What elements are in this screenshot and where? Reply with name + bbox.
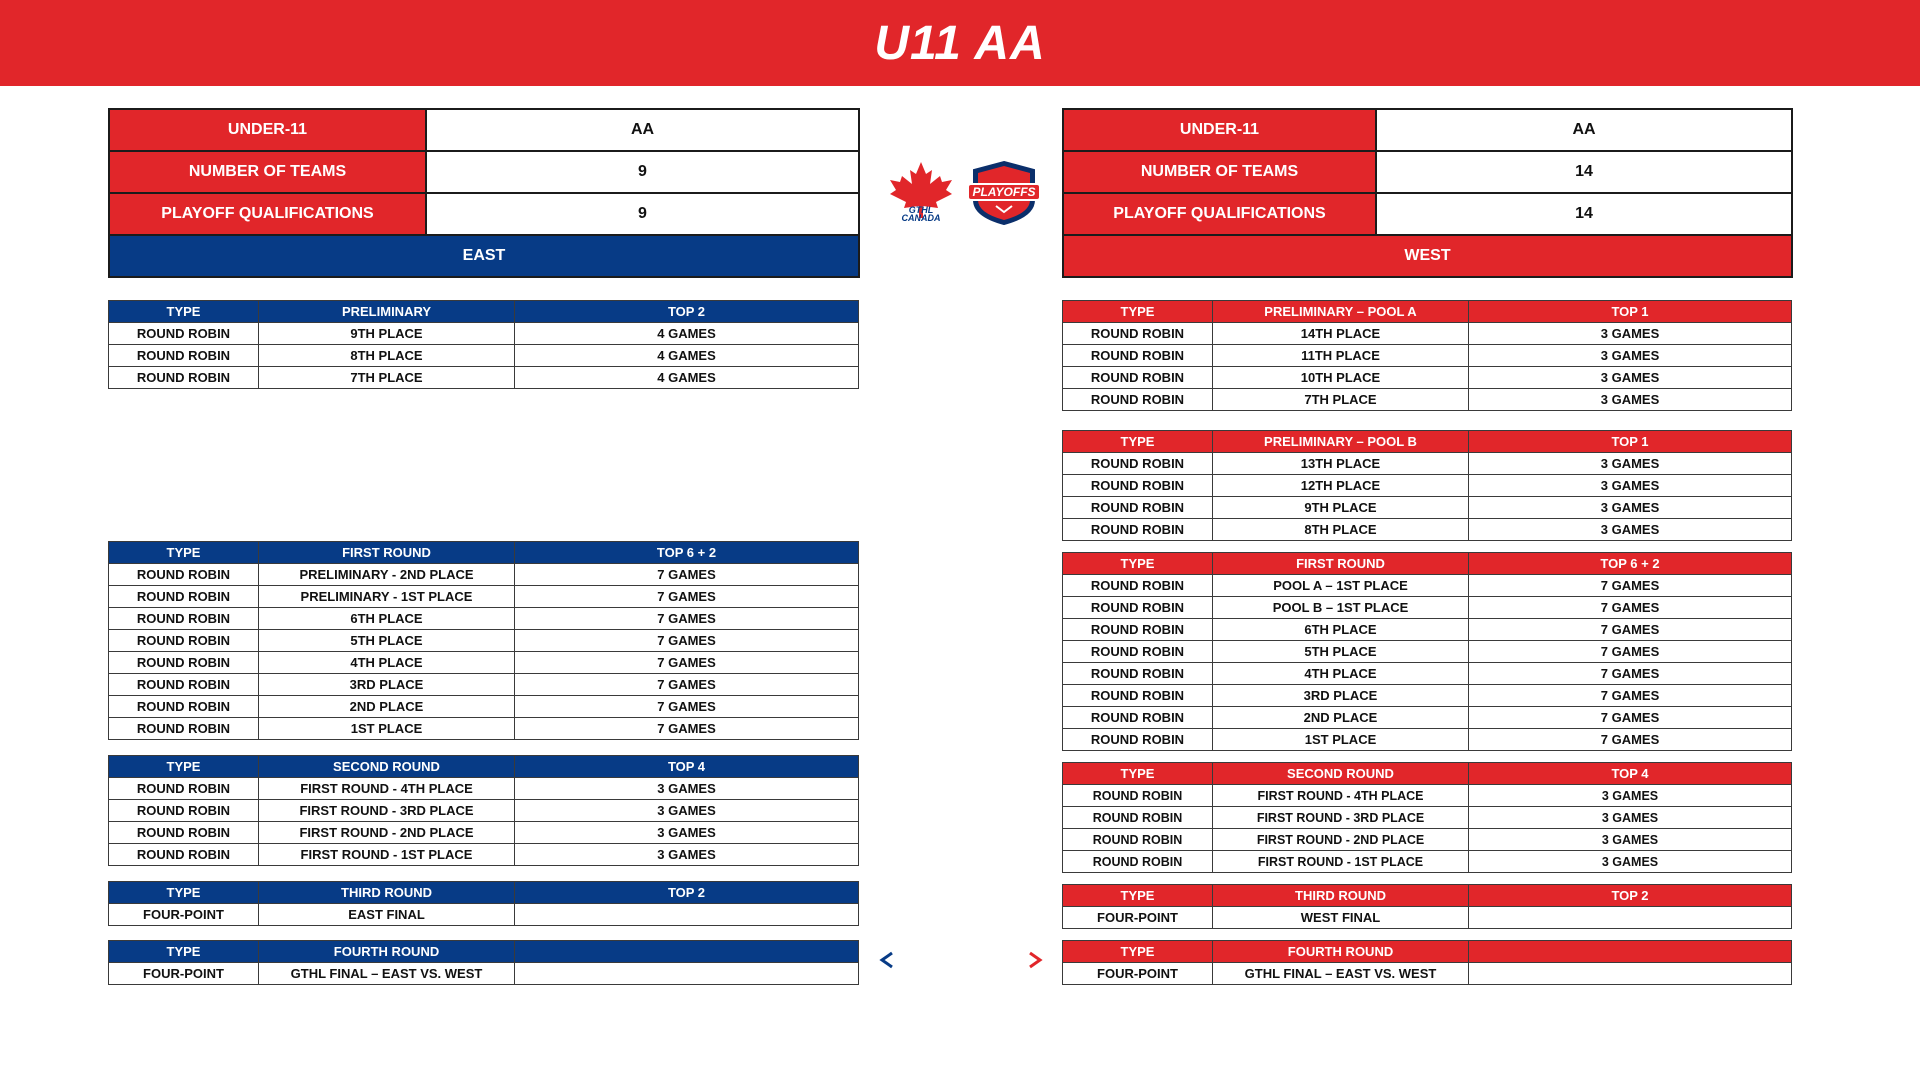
cell-type: ROUND ROBIN [1063, 641, 1213, 663]
info-label: NUMBER OF TEAMS [109, 151, 426, 193]
table-row [1063, 785, 1792, 807]
west-table-fourth-round [1062, 940, 1792, 985]
table-row [109, 674, 859, 696]
cell-type: ROUND ROBIN [1063, 345, 1213, 367]
table-header-row [1063, 553, 1792, 575]
cell-games: 4 GAMES [515, 345, 859, 367]
cell-games: 3 GAMES [515, 778, 859, 800]
cell-type: ROUND ROBIN [109, 674, 259, 696]
gthl-logo-line-1: GTHL [908, 205, 934, 215]
column-header-type: TYPE [109, 301, 259, 323]
table-row [109, 652, 859, 674]
cell-stage: 1ST PLACE [1213, 729, 1469, 751]
table-row [109, 963, 859, 985]
east-table-fourth-round [108, 940, 859, 985]
cell-games: 7 GAMES [515, 630, 859, 652]
cell-type: ROUND ROBIN [1063, 367, 1213, 389]
table-row [1063, 619, 1792, 641]
column-header-games: TOP 1 [1469, 301, 1792, 323]
cell-type: ROUND ROBIN [109, 367, 259, 389]
table-row [1063, 907, 1792, 929]
cell-games: 7 GAMES [515, 564, 859, 586]
cell-type: ROUND ROBIN [1063, 575, 1213, 597]
info-value: 9 [426, 193, 859, 235]
table-row [1063, 389, 1792, 411]
info-label: PLAYOFF QUALIFICATIONS [1063, 193, 1376, 235]
table-row [1063, 807, 1792, 829]
west-info-table [1062, 108, 1793, 278]
cell-type: ROUND ROBIN [109, 652, 259, 674]
info-value: 14 [1376, 193, 1792, 235]
column-header-games [1469, 941, 1792, 963]
table-row [1063, 851, 1792, 873]
cell-games: 7 GAMES [1469, 641, 1792, 663]
east-table-second-round [108, 755, 859, 866]
info-row [1063, 109, 1792, 151]
info-row [1063, 193, 1792, 235]
column-header-stage: THIRD ROUND [1213, 885, 1469, 907]
west-table-pool-a [1062, 300, 1792, 411]
column-header-stage: SECOND ROUND [259, 756, 515, 778]
cell-games: 7 GAMES [515, 586, 859, 608]
cell-type: FOUR-POINT [109, 963, 259, 985]
cell-type: ROUND ROBIN [1063, 829, 1213, 851]
table-row [1063, 707, 1792, 729]
gthl-canada-logo [886, 160, 956, 222]
table-header-row [109, 301, 859, 323]
table-row [109, 822, 859, 844]
west-table-pool-b [1062, 430, 1792, 541]
cell-games [1469, 963, 1792, 985]
column-header-games: TOP 6 + 2 [1469, 553, 1792, 575]
cell-type: ROUND ROBIN [1063, 475, 1213, 497]
cell-stage: 8TH PLACE [259, 345, 515, 367]
cell-games: 3 GAMES [515, 800, 859, 822]
table-row [1063, 367, 1792, 389]
column-header-type: TYPE [1063, 941, 1213, 963]
table-header-row [109, 756, 859, 778]
cell-type: ROUND ROBIN [109, 718, 259, 740]
table-row [109, 323, 859, 345]
cell-stage: 5TH PLACE [259, 630, 515, 652]
page-title: U11 AA [874, 16, 1046, 70]
column-header-games [515, 941, 859, 963]
column-header-type: TYPE [109, 882, 259, 904]
cell-games: 7 GAMES [1469, 575, 1792, 597]
cell-type: ROUND ROBIN [1063, 597, 1213, 619]
column-header-stage: PRELIMINARY – POOL B [1213, 431, 1469, 453]
column-header-type: TYPE [109, 542, 259, 564]
column-header-type: TYPE [1063, 301, 1213, 323]
cell-stage: FIRST ROUND - 1ST PLACE [259, 844, 515, 866]
cell-games: 3 GAMES [1469, 453, 1792, 475]
cell-type: ROUND ROBIN [1063, 785, 1213, 807]
column-header-games: TOP 2 [1469, 885, 1792, 907]
cell-games: 7 GAMES [1469, 663, 1792, 685]
column-header-games: TOP 2 [515, 301, 859, 323]
cell-type: FOUR-POINT [1063, 907, 1213, 929]
column-header-stage: SECOND ROUND [1213, 763, 1469, 785]
table-header-row [1063, 301, 1792, 323]
info-row [109, 193, 859, 235]
cell-type: ROUND ROBIN [109, 564, 259, 586]
cell-type: ROUND ROBIN [1063, 851, 1213, 873]
column-header-stage: FIRST ROUND [1213, 553, 1469, 575]
cell-games: 7 GAMES [515, 674, 859, 696]
table-row [1063, 497, 1792, 519]
info-value: AA [1376, 109, 1792, 151]
table-row [109, 345, 859, 367]
cell-games: 3 GAMES [1469, 519, 1792, 541]
cell-stage: POOL B – 1ST PLACE [1213, 597, 1469, 619]
table-row [1063, 475, 1792, 497]
column-header-stage: PRELIMINARY [259, 301, 515, 323]
cell-stage: 12TH PLACE [1213, 475, 1469, 497]
cell-type: ROUND ROBIN [1063, 729, 1213, 751]
table-header-row [1063, 431, 1792, 453]
info-row [109, 151, 859, 193]
cell-type: ROUND ROBIN [109, 696, 259, 718]
table-row [109, 844, 859, 866]
column-header-type: TYPE [109, 756, 259, 778]
cell-stage: 3RD PLACE [259, 674, 515, 696]
table-row [1063, 963, 1792, 985]
cell-stage: 6TH PLACE [259, 608, 515, 630]
cell-stage: 7TH PLACE [1213, 389, 1469, 411]
cell-stage: GTHL FINAL – EAST VS. WEST [259, 963, 515, 985]
cell-games: 4 GAMES [515, 367, 859, 389]
cell-stage: 9TH PLACE [1213, 497, 1469, 519]
east-table-preliminary [108, 300, 859, 389]
cell-stage: PRELIMINARY - 2ND PLACE [259, 564, 515, 586]
cell-games: 7 GAMES [515, 652, 859, 674]
east-conference-label: EAST [109, 235, 859, 277]
conference-row [109, 235, 859, 277]
info-row [109, 109, 859, 151]
column-header-type: TYPE [1063, 763, 1213, 785]
table-row [109, 564, 859, 586]
cell-stage: POOL A – 1ST PLACE [1213, 575, 1469, 597]
cell-games: 7 GAMES [1469, 707, 1792, 729]
info-label: NUMBER OF TEAMS [1063, 151, 1376, 193]
cell-games: 3 GAMES [1469, 475, 1792, 497]
table-row [1063, 729, 1792, 751]
cell-stage: 7TH PLACE [259, 367, 515, 389]
info-label: UNDER-11 [1063, 109, 1376, 151]
cell-type: ROUND ROBIN [109, 778, 259, 800]
playoffs-logo [966, 160, 1042, 226]
cell-games: 3 GAMES [1469, 785, 1792, 807]
column-header-type: TYPE [109, 941, 259, 963]
info-label: PLAYOFF QUALIFICATIONS [109, 193, 426, 235]
table-row [109, 904, 859, 926]
column-header-games: TOP 2 [515, 882, 859, 904]
cell-stage: 2ND PLACE [259, 696, 515, 718]
cell-games: 3 GAMES [515, 844, 859, 866]
table-row [1063, 323, 1792, 345]
title-banner [0, 0, 1920, 86]
column-header-stage: THIRD ROUND [259, 882, 515, 904]
table-header-row [1063, 941, 1792, 963]
column-header-stage: FOURTH ROUND [1213, 941, 1469, 963]
table-row [109, 718, 859, 740]
cell-stage: 8TH PLACE [1213, 519, 1469, 541]
cell-games: 3 GAMES [1469, 367, 1792, 389]
cell-type: ROUND ROBIN [1063, 663, 1213, 685]
cell-games: 7 GAMES [1469, 729, 1792, 751]
table-row [1063, 575, 1792, 597]
cell-games: 7 GAMES [1469, 619, 1792, 641]
table-row [1063, 829, 1792, 851]
cell-type: ROUND ROBIN [109, 630, 259, 652]
cell-games: 3 GAMES [515, 822, 859, 844]
cell-games [1469, 907, 1792, 929]
table-header-row [1063, 763, 1792, 785]
cell-stage: 13TH PLACE [1213, 453, 1469, 475]
playoffs-logo-text: PLAYOFFS [972, 185, 1036, 199]
cell-type: ROUND ROBIN [109, 323, 259, 345]
cell-type: ROUND ROBIN [1063, 453, 1213, 475]
column-header-stage: FIRST ROUND [259, 542, 515, 564]
cell-games: 7 GAMES [515, 696, 859, 718]
cell-games: 7 GAMES [515, 718, 859, 740]
cell-type: ROUND ROBIN [109, 822, 259, 844]
cell-games: 7 GAMES [1469, 597, 1792, 619]
table-row [1063, 663, 1792, 685]
cell-type: ROUND ROBIN [1063, 389, 1213, 411]
cell-stage: 14TH PLACE [1213, 323, 1469, 345]
table-row [1063, 519, 1792, 541]
cell-stage: WEST FINAL [1213, 907, 1469, 929]
column-header-type: TYPE [1063, 553, 1213, 575]
cell-games: 3 GAMES [1469, 345, 1792, 367]
cell-type: ROUND ROBIN [109, 345, 259, 367]
west-table-first-round [1062, 552, 1792, 751]
cell-type: ROUND ROBIN [1063, 707, 1213, 729]
cell-stage: FIRST ROUND - 2ND PLACE [1213, 829, 1469, 851]
cell-stage: 9TH PLACE [259, 323, 515, 345]
cell-stage: 3RD PLACE [1213, 685, 1469, 707]
info-value: AA [426, 109, 859, 151]
cell-games: 3 GAMES [1469, 829, 1792, 851]
cell-type: ROUND ROBIN [109, 586, 259, 608]
cell-games: 7 GAMES [1469, 685, 1792, 707]
east-table-first-round [108, 541, 859, 740]
cell-stage: FIRST ROUND - 1ST PLACE [1213, 851, 1469, 873]
east-table-third-round [108, 881, 859, 926]
column-header-games: TOP 6 + 2 [515, 542, 859, 564]
column-header-type: TYPE [1063, 431, 1213, 453]
column-header-games: TOP 4 [515, 756, 859, 778]
west-table-third-round [1062, 884, 1792, 929]
info-value: 14 [1376, 151, 1792, 193]
conference-row [1063, 235, 1792, 277]
cell-games: 7 GAMES [515, 608, 859, 630]
table-row [109, 608, 859, 630]
info-row [1063, 151, 1792, 193]
info-value: 9 [426, 151, 859, 193]
table-row [1063, 345, 1792, 367]
column-header-type: TYPE [1063, 885, 1213, 907]
cell-stage: 2ND PLACE [1213, 707, 1469, 729]
west-conference-label: WEST [1063, 235, 1792, 277]
cell-type: ROUND ROBIN [1063, 807, 1213, 829]
cell-games: 3 GAMES [1469, 323, 1792, 345]
west-table-second-round [1062, 762, 1792, 873]
cell-stage: 1ST PLACE [259, 718, 515, 740]
cell-type: FOUR-POINT [1063, 963, 1213, 985]
cell-stage: FIRST ROUND - 3RD PLACE [259, 800, 515, 822]
cell-stage: 4TH PLACE [259, 652, 515, 674]
cell-type: ROUND ROBIN [1063, 323, 1213, 345]
cell-type: ROUND ROBIN [1063, 685, 1213, 707]
table-row [109, 696, 859, 718]
table-row [109, 778, 859, 800]
cell-stage: PRELIMINARY - 1ST PLACE [259, 586, 515, 608]
cell-type: ROUND ROBIN [109, 844, 259, 866]
table-row [1063, 685, 1792, 707]
table-row [109, 367, 859, 389]
cell-type: ROUND ROBIN [1063, 497, 1213, 519]
table-row [109, 630, 859, 652]
east-west-arrow-icon [878, 950, 1044, 970]
column-header-games: TOP 1 [1469, 431, 1792, 453]
cell-stage: GTHL FINAL – EAST VS. WEST [1213, 963, 1469, 985]
cell-stage: FIRST ROUND - 4TH PLACE [1213, 785, 1469, 807]
cell-games [515, 963, 859, 985]
cell-type: ROUND ROBIN [1063, 519, 1213, 541]
cell-games [515, 904, 859, 926]
cell-games: 3 GAMES [1469, 389, 1792, 411]
east-info-table [108, 108, 860, 278]
table-header-row [109, 941, 859, 963]
cell-type: ROUND ROBIN [1063, 619, 1213, 641]
info-label: UNDER-11 [109, 109, 426, 151]
cell-stage: 11TH PLACE [1213, 345, 1469, 367]
cell-type: ROUND ROBIN [109, 608, 259, 630]
cell-stage: 10TH PLACE [1213, 367, 1469, 389]
cell-stage: FIRST ROUND - 2ND PLACE [259, 822, 515, 844]
cell-stage: 4TH PLACE [1213, 663, 1469, 685]
cell-stage: 5TH PLACE [1213, 641, 1469, 663]
cell-games: 3 GAMES [1469, 807, 1792, 829]
table-header-row [1063, 885, 1792, 907]
column-header-stage: PRELIMINARY – POOL A [1213, 301, 1469, 323]
cell-stage: FIRST ROUND - 3RD PLACE [1213, 807, 1469, 829]
column-header-stage: FOURTH ROUND [259, 941, 515, 963]
cell-type: FOUR-POINT [109, 904, 259, 926]
table-header-row [109, 542, 859, 564]
cell-games: 3 GAMES [1469, 851, 1792, 873]
table-row [1063, 641, 1792, 663]
gthl-logo-line-2: CANADA [901, 213, 941, 222]
table-row [109, 800, 859, 822]
table-row [109, 586, 859, 608]
column-header-games: TOP 4 [1469, 763, 1792, 785]
cell-stage: 6TH PLACE [1213, 619, 1469, 641]
table-header-row [109, 882, 859, 904]
table-row [1063, 453, 1792, 475]
cell-games: 3 GAMES [1469, 497, 1792, 519]
cell-type: ROUND ROBIN [109, 800, 259, 822]
cell-stage: FIRST ROUND - 4TH PLACE [259, 778, 515, 800]
table-row [1063, 597, 1792, 619]
cell-stage: EAST FINAL [259, 904, 515, 926]
cell-games: 4 GAMES [515, 323, 859, 345]
